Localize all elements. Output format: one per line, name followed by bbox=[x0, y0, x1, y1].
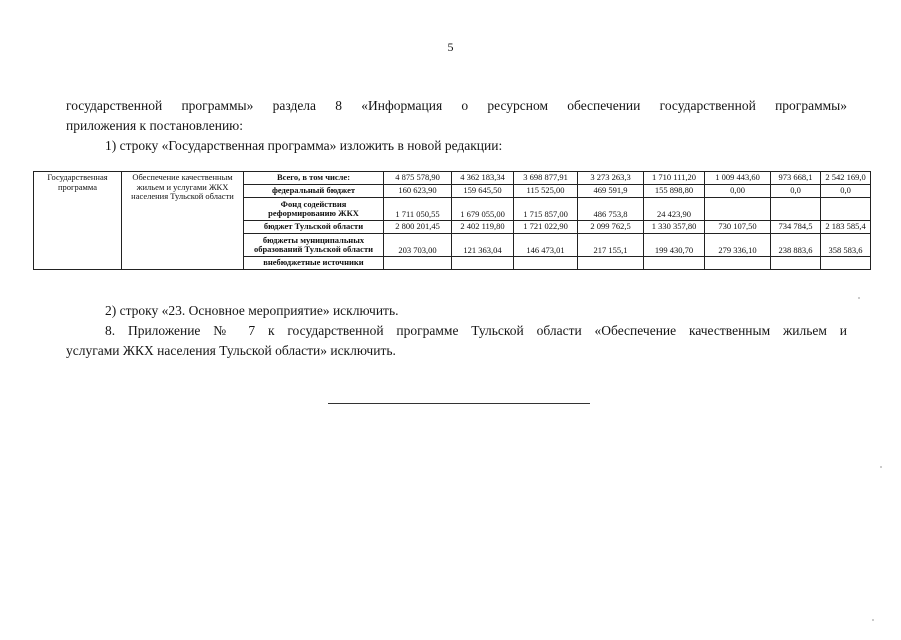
value-cell: 279 336,10 bbox=[705, 234, 771, 257]
program-status-cell: Государственная программа bbox=[34, 172, 122, 270]
value-cell: 469 591,9 bbox=[578, 185, 644, 198]
value-cell bbox=[705, 198, 771, 221]
value-cell: 1 330 357,80 bbox=[644, 221, 705, 234]
item-1-text: 1) строку «Государственная программа» изложить в новой редакции: bbox=[105, 138, 503, 153]
value-cell: 1 009 443,60 bbox=[705, 172, 771, 185]
program-name-cell: Обеспечение качественным жильем и услугами ЖКХ населения Тульской области bbox=[122, 172, 244, 270]
value-cell: 973 668,1 bbox=[771, 172, 821, 185]
value-cell: 2 099 762,5 bbox=[578, 221, 644, 234]
value-cell: 734 784,5 bbox=[771, 221, 821, 234]
item-8-line-2: услугами ЖКХ населения Тульской области» исключить. bbox=[66, 343, 396, 358]
value-cell: 121 363,04 bbox=[452, 234, 514, 257]
value-cell: 146 473,01 bbox=[514, 234, 578, 257]
value-cell bbox=[384, 257, 452, 270]
source-label: бюджеты муниципальных образований Тульской области bbox=[244, 234, 384, 257]
value-cell: 1 679 055,00 bbox=[452, 198, 514, 221]
value-cell: 3 698 877,91 bbox=[514, 172, 578, 185]
value-cell: 2 183 585,4 bbox=[821, 221, 871, 234]
value-cell: 155 898,80 bbox=[644, 185, 705, 198]
source-label: Всего, в том числе: bbox=[244, 172, 384, 185]
value-cell bbox=[514, 257, 578, 270]
value-cell: 1 721 022,90 bbox=[514, 221, 578, 234]
value-cell: 0,00 bbox=[705, 185, 771, 198]
closing-divider-line bbox=[328, 403, 590, 404]
source-label: федеральный бюджет bbox=[244, 185, 384, 198]
value-cell bbox=[771, 198, 821, 221]
table-row bbox=[34, 172, 871, 185]
value-cell bbox=[644, 257, 705, 270]
resource-table-container bbox=[33, 171, 871, 270]
value-cell: 730 107,50 bbox=[705, 221, 771, 234]
value-cell bbox=[771, 257, 821, 270]
value-cell: 0,0 bbox=[821, 185, 871, 198]
item-2-text: 2) строку «23. Основное мероприятие» исключить. bbox=[105, 303, 399, 318]
value-cell: 1 710 111,20 bbox=[644, 172, 705, 185]
value-cell bbox=[821, 257, 871, 270]
value-cell: 203 703,00 bbox=[384, 234, 452, 257]
value-cell: 2 542 169,0 bbox=[821, 172, 871, 185]
value-cell bbox=[705, 257, 771, 270]
value-cell: 199 430,70 bbox=[644, 234, 705, 257]
value-cell: 358 583,6 bbox=[821, 234, 871, 257]
value-cell: 115 525,00 bbox=[514, 185, 578, 198]
value-cell: 3 273 263,3 bbox=[578, 172, 644, 185]
value-cell bbox=[821, 198, 871, 221]
value-cell: 238 883,6 bbox=[771, 234, 821, 257]
value-cell: 217 155,1 bbox=[578, 234, 644, 257]
value-cell: 1 711 050,55 bbox=[384, 198, 452, 221]
value-cell: 160 623,90 bbox=[384, 185, 452, 198]
value-cell: 2 402 119,80 bbox=[452, 221, 514, 234]
value-cell bbox=[578, 257, 644, 270]
resource-table bbox=[33, 171, 871, 270]
scan-speck bbox=[880, 466, 882, 468]
value-cell: 24 423,90 bbox=[644, 198, 705, 221]
value-cell bbox=[452, 257, 514, 270]
value-cell: 0,0 bbox=[771, 185, 821, 198]
scan-speck bbox=[858, 297, 860, 299]
scan-speck bbox=[872, 619, 874, 621]
source-label: бюджет Тульской области bbox=[244, 221, 384, 234]
source-label: внебюджетные источники bbox=[244, 257, 384, 270]
page-number: 5 bbox=[447, 40, 454, 54]
item-8-line-1: 8. Приложение № 7 к государственной программе Тульской области «Обеспечение качественным жильем и bbox=[105, 323, 847, 338]
source-label: Фонд содействия реформированию ЖКХ bbox=[244, 198, 384, 221]
value-cell: 486 753,8 bbox=[578, 198, 644, 221]
intro-paragraph-line-2: приложения к постановлению: bbox=[66, 118, 244, 133]
value-cell: 159 645,50 bbox=[452, 185, 514, 198]
value-cell: 2 800 201,45 bbox=[384, 221, 452, 234]
value-cell: 4 875 578,90 bbox=[384, 172, 452, 185]
value-cell: 4 362 183,34 bbox=[452, 172, 514, 185]
intro-paragraph-line-1: государственной программы» раздела 8 «Информация о ресурсном обеспечении государственной программы» bbox=[66, 98, 847, 113]
value-cell: 1 715 857,00 bbox=[514, 198, 578, 221]
